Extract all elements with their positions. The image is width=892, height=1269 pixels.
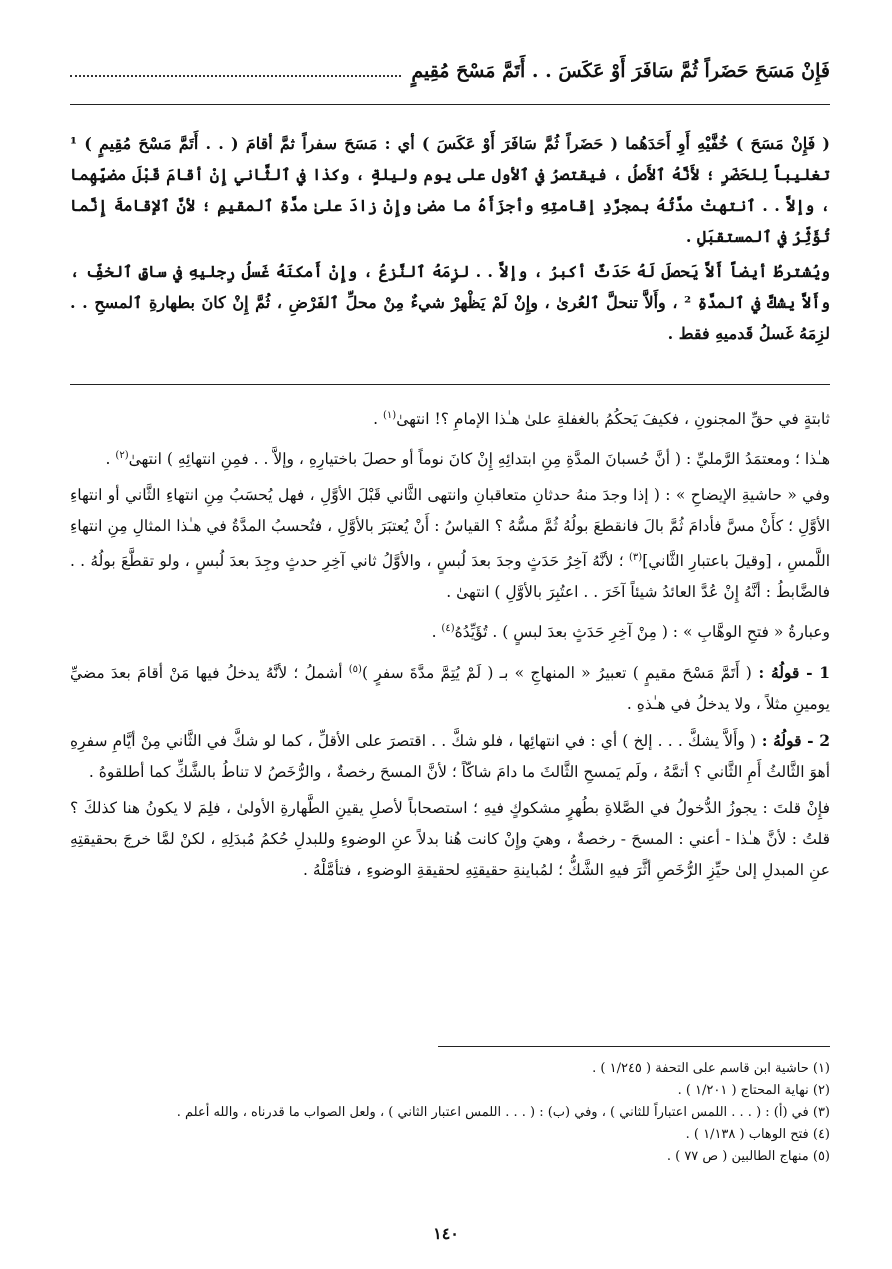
matn-separator-rule — [70, 384, 830, 385]
footnote-ref: (٢) — [115, 450, 129, 462]
footnote-ref: (٥) — [348, 663, 362, 675]
footnote-ref: (٤) — [441, 623, 455, 635]
header-rule — [70, 104, 830, 105]
footnote: (٥) منهاج الطالبين ( ص ٧٧ ) . — [666, 1149, 830, 1164]
footnotes — [70, 1058, 830, 1168]
footnote: (١) حاشية ابن قاسم على التحفة ( ١/٢٤٥ ) . — [592, 1061, 830, 1076]
commentary-paragraph: وفي « حاشيةِ الإيضاحِ » : ( إذا وجدَ منهُ حدثانِ متعاقبانِ وانتهى الثَّاني قَبْلَ الأوَّلِ ، فهل يُحسَبُ مِنِ انتهاءِ الثَّاني أو انتهاءِ الأوَّلِ ؛ كأَنْ مسَّ فأدامَ ثُمَّ بالَ فانقطعَ بولُهُ ثُمَّ مسُّهُ ؟ القياسُ : أَنْ يُعتبَرَ بالأوَّلِ ، فتُحسبُ المدَّةُ في هـٰذا المثالِ مِنِ انتهاءِ اللَّمسِ ، [وقيلَ باعتبارِ الثَّاني]$^{(٣)}$ ؛ لأنَّهُ آخِرُ حَدَثٍ وجدَ بعدَ لُبسٍ ، والأوَّلُ ثاني آخِرِ حدثٍ وجِدَ بعدَ لُبسٍ ، ولو تقطَّعَ بولُهُ . . فالضَّابطُ : أنَّهُ إِنْ عُدَّ العائدُ شيئاً آخَرَ . . اعتُبِرَ بالأوَّلِ ) انتهىٰ . — [70, 486, 830, 602]
matn-paragraph: ويُشترطُ أيضاً أَلاَّ يَحصلَ لَهُ حَدَثٌ أكبرُ ، وإلاَّ . . لزِمَهُ ٱلنَّزعُ ، وإِنْ أَمكنَهُ غَسلُ رِجليهِ في ساقِ ٱلخفِّ ، وأَلاَّ يشكَّ في ٱلمدَّةِ ² ، وأَلاَّ تنحلَّ ٱلعُرىٰ ، وإِنْ لَمْ يَظْهرْ شيءٌ مِنْ محلِّ ٱلفَرْضِ ، ثُمَّ إِنْ كانَ بطهارةِ ٱلمسحِ . . لزِمَهُ غَسلُ قَدميهِ فقط . — [70, 262, 830, 343]
commentary-text-block — [70, 400, 830, 886]
commentary-paragraph: وعبارةُ « فتحِ الوهَّابِ » : ( مِنْ آخِرِ حَدَثٍ بعدَ لبسٍ ) . تُؤَيِّدُهُ$^{(٤)}$ . — [431, 623, 830, 642]
footnote-ref: (١) — [383, 410, 397, 421]
footnote-rule — [438, 1046, 830, 1047]
commentary-paragraph: هـٰذا ؛ ومعتمَدُ الرَّمليِّ : ( أنَّ حُسبانَ المدَّةِ مِنِ ابتدائِهِ إِنْ كانَ نوماً أو حصلَ باختيارِهِ ، وإلاَّ . . فمِنِ انتهائِهِ ) انتهىٰ$^{(٢)}$ . — [105, 450, 830, 469]
page-number: ١٤٠ — [433, 1224, 459, 1243]
commentary-paragraph: 2 - قولُهُ : ( وأَلاَّ يشكَّ . . . إلخ ) أي : في انتهائِها ، فلو شكَّ . . اقتصرَ على الأقلِّ ، كما لو شكَّ في الثَّاني مِنْ أيَّامِ سفرِهِ أهوَ الثَّالثُ أَمِ الثَّاني ؟ أتمَّهُ ، ولَم يَمسحِ الثَّالثَ ما دامَ شاكّاً ؛ لأنَّ المسحَ رخصةٌ ، والرُّخَصُ لا تناطُ بالشَّكِّ كما أطلقوهُ . — [70, 730, 830, 781]
commentary-paragraph: فإِنْ قلتَ : يجوزُ الدُّخولُ في الصَّلاةِ بطُهرٍ مشكوكٍ فيهِ ؛ استصحاباً لأصلِ يقينِ الطَّهارةِ الأولىٰ ، فلِمَ لا يكونُ هنا كذلكَ ؟ قلتُ : لأنَّ هـٰذا - أعني : المسحَ - رخصةٌ ، وهيَ وإِنْ كانت هُنا بدلاً عنِ الوضوءِ وللبدلِ حُكمُ مُبدَلِهِ ، لكنْ لمَّا خرجَ بحقيقتِهِ عنِ المبدلِ إلىٰ حيِّزِ الرُّخَصِ أثَّرَ فيهِ الشَّكُّ ؛ لمُباينةِ حقيقتِهِ لحقيقةِ الوضوءِ ، فتأمَّلْهُ . — [70, 798, 830, 879]
matn-paragraph: ( فَإِنْ مَسَحَ ) خُفَّيْهِ أَوِ أَحَدَهُما ( حَضَراً ثُمَّ سَافَرَ أَوْ عَكَسَ ) أي : مَسَحَ سفراً ثمَّ أقامَ ( . . أَتَمَّ مَسْحَ مُقِيمٍ ) ¹ تغليباً لِلحَضَرِ ؛ لأَنَّهُ ٱلأَصلُ ، فيقتصرُ في ٱلأول على يوم وليلةٍ ، وكذا في ٱلثَّاني إِنْ أقامَ قَبْلَ مضيِّهِما ، وإلاَّ . . ٱنتهتْ مدَّتُهُ بمجرَّدِ إقامتِهِ وأجزَأَهُ ما مضىٰ وإِنْ زادَ علىٰ مدَّةِ ٱلمقيمِ ؛ لأنَّ ٱلإقامةَ إِنَّما تُؤَثِّرُ في ٱلمستقبَلِ . — [70, 134, 830, 246]
commentary-paragraph: 1 - قولُهُ : ( أَتَمَّ مَسْحَ مقيمٍ ) تعبيرُ « المنهاجِ » بـ ( لَمْ يُتِمَّ مدَّةَ سفرٍ )$^{(٥)}$ أشملُ ؛ لأنَّهُ يدخلُ فيها مَنْ أقامَ بعدَ مضيِّ يومينِ مثلاً ، ولا يدخلُ في هـٰذهِ . — [70, 662, 830, 713]
running-head — [70, 52, 830, 90]
matn-text-block — [70, 128, 830, 349]
commentary-label: 1 - قولُهُ : — [751, 662, 830, 682]
footnote-ref: (٣) — [629, 552, 643, 564]
footnote: (٣) في (أ) : ( . . . اللمس اعتباراً للثاني ) ، وفي (ب) : ( . . . اللمس اعتبار الثاني ) ، ولعل الصواب ما قدرناه ، والله أعلم . — [176, 1105, 830, 1120]
dotted-leader — [70, 75, 401, 77]
footnote: (٤) فتح الوهاب ( ١/١٣٨ ) . — [685, 1127, 830, 1142]
footnote: (٢) نهاية المحتاج ( ١/٢٠١ ) . — [677, 1083, 830, 1098]
commentary-label: 2 - قولُهُ : — [756, 730, 830, 750]
commentary-paragraph: ثابتةٍ في حقِّ المجنونِ ، فكيفَ يَحكُمُ بالغفلةِ علىٰ هـٰذا الإمامِ ؟! انتهىٰ$^{(١)}$ . — [373, 410, 830, 429]
running-head-text: فَإِنْ مَسَحَ حَضَراً ثُمَّ سَافَرَ أَوْ عَكَسَ . . أَتَمَّ مَسْحَ مُقِيمٍ — [411, 60, 830, 82]
